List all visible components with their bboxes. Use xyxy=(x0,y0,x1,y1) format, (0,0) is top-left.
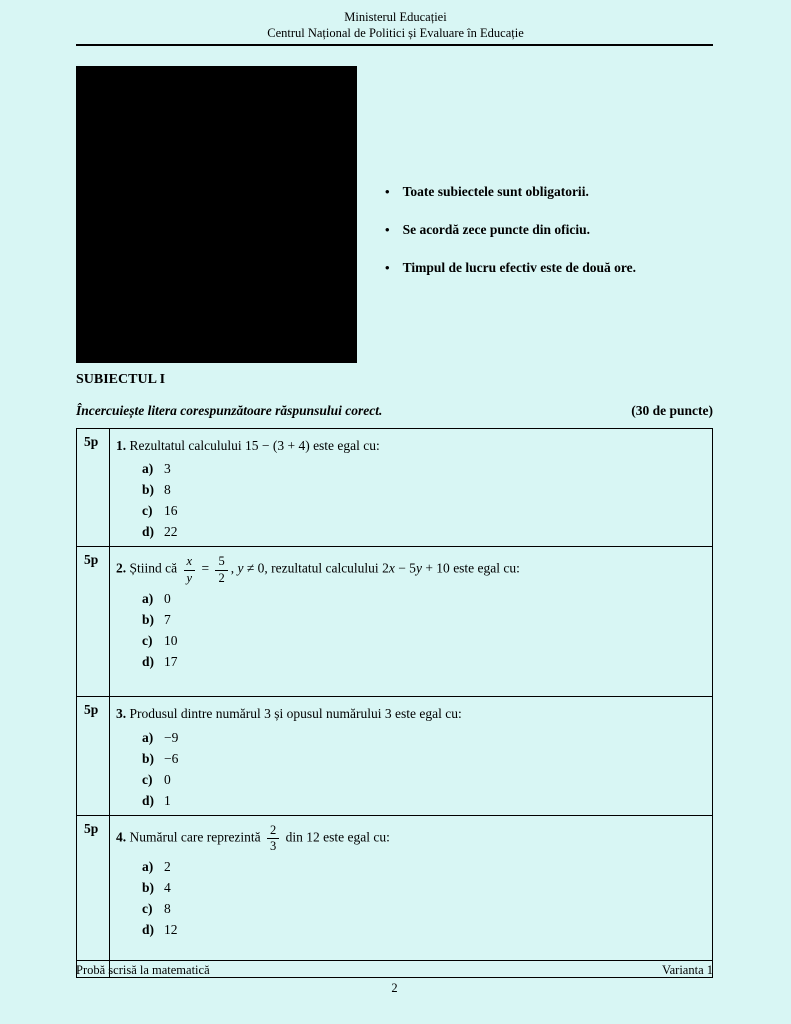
question-points: 5p xyxy=(77,547,110,697)
option xyxy=(142,524,704,540)
option-letter: b) xyxy=(142,482,155,498)
option xyxy=(142,859,704,875)
redacted-block xyxy=(76,66,357,363)
footer-divider xyxy=(76,960,713,961)
header-divider xyxy=(76,44,713,46)
option-letter: d) xyxy=(142,792,155,808)
fraction-denominator: y xyxy=(186,570,193,585)
question-cell xyxy=(110,697,713,815)
bullet-icon: • xyxy=(385,260,390,276)
question-phrase: Rezultatul calculului xyxy=(129,438,242,454)
options-list xyxy=(142,591,704,670)
fraction-denominator: 3 xyxy=(270,838,277,853)
question-phrase: , rezultatul calculului xyxy=(264,561,379,577)
bullet-icon: • xyxy=(385,222,390,238)
option-value: 22 xyxy=(164,524,178,540)
question-phrase: Știind că xyxy=(129,561,178,577)
option xyxy=(142,922,704,938)
bullet-icon: • xyxy=(385,184,390,200)
math-variable: y xyxy=(415,561,422,577)
points-total: (30 de puncte) xyxy=(631,403,713,419)
question-points: 5p xyxy=(77,815,110,977)
equals-sign: = xyxy=(201,561,210,577)
condition-rest: ≠ 0 xyxy=(243,561,265,577)
page-content xyxy=(0,44,791,977)
option xyxy=(142,633,704,649)
fraction xyxy=(184,555,196,584)
fraction-numerator: x xyxy=(184,555,196,570)
option xyxy=(142,482,704,498)
question-phrase: este egal cu: xyxy=(313,438,380,454)
math-coefficient: − 5 xyxy=(394,561,416,577)
question-number: 3. xyxy=(116,706,127,722)
option-letter: c) xyxy=(142,771,153,787)
option-value: 4 xyxy=(164,879,171,895)
option-letter: b) xyxy=(142,750,155,766)
fraction-numerator: 2 xyxy=(267,824,279,839)
questions-table xyxy=(76,428,713,977)
option-letter: d) xyxy=(142,921,155,937)
question-points: 5p xyxy=(77,429,110,547)
option xyxy=(142,793,704,809)
question-phrase: Numărul care reprezintă xyxy=(129,829,261,845)
option-value: 8 xyxy=(164,900,171,916)
document-footer xyxy=(76,960,713,996)
math-coefficient: + 10 xyxy=(421,561,450,577)
question-number: 2. xyxy=(116,561,127,577)
option-letter: c) xyxy=(142,900,153,916)
math-variable: x xyxy=(388,561,395,577)
fraction-denominator: 2 xyxy=(218,570,225,585)
option-letter: c) xyxy=(142,503,153,519)
option-value: 2 xyxy=(164,858,171,874)
option xyxy=(142,772,704,788)
notice-item xyxy=(385,260,636,276)
option-value: 16 xyxy=(164,503,178,519)
fraction xyxy=(267,824,279,853)
center-name: Centrul Național de Politici și Evaluare în Educație xyxy=(267,25,524,40)
notice-item xyxy=(385,222,636,238)
fraction xyxy=(215,555,227,584)
question-text xyxy=(116,437,704,455)
option xyxy=(142,654,704,670)
question-cell xyxy=(110,815,713,977)
fraction-numerator: 5 xyxy=(215,555,227,570)
instruction-text: Încercuiește litera corespunzătoare răspunsului corect. xyxy=(76,403,383,419)
question-row xyxy=(77,547,713,697)
notice-item xyxy=(385,184,636,200)
footer-variant: Varianta 1 xyxy=(661,963,713,977)
option-value: 17 xyxy=(164,653,178,669)
question-text xyxy=(116,705,704,723)
question-number: 4. xyxy=(116,829,127,845)
page-number: 2 xyxy=(391,981,398,995)
notice-list xyxy=(357,66,636,363)
question-text xyxy=(116,824,704,853)
options-list xyxy=(142,461,704,540)
math-expression: 15 − (3 + 4) xyxy=(244,438,310,454)
option-letter: a) xyxy=(142,858,154,874)
option xyxy=(142,901,704,917)
option xyxy=(142,612,704,628)
option-value: 3 xyxy=(164,461,171,477)
top-section xyxy=(76,66,713,363)
option-value: −6 xyxy=(164,750,179,766)
punctuation: , xyxy=(230,561,235,577)
option-value: 1 xyxy=(164,792,171,808)
option-value: 0 xyxy=(164,771,171,787)
ministry-name: Ministerul Educației xyxy=(344,10,447,24)
option-letter: a) xyxy=(142,461,154,477)
option-letter: c) xyxy=(142,632,153,648)
option-value: 8 xyxy=(164,482,171,498)
option xyxy=(142,503,704,519)
section-title: SUBIECTUL I xyxy=(76,372,166,388)
option xyxy=(142,730,704,746)
notice-text: Toate subiectele sunt obligatorii. xyxy=(402,184,589,200)
math-expression xyxy=(382,561,450,576)
notice-text: Timpul de lucru efectiv este de două ore. xyxy=(402,260,637,276)
option-value: 10 xyxy=(164,632,178,648)
math-coefficient: 2 xyxy=(382,561,389,577)
notice-text: Se acordă zece puncte din oficiu. xyxy=(402,222,591,238)
options-list xyxy=(142,859,704,938)
question-phrase: din 12 este egal cu: xyxy=(285,829,390,845)
footer-row xyxy=(76,963,713,978)
question-row xyxy=(77,697,713,815)
footer-exam-name: Probă scrisă la matematică xyxy=(76,963,210,977)
question-text xyxy=(116,555,704,584)
instruction-row xyxy=(76,403,713,419)
option xyxy=(142,591,704,607)
option-value: 0 xyxy=(164,590,171,606)
option-letter: b) xyxy=(142,611,155,627)
option-value: −9 xyxy=(164,729,179,745)
question-number: 1. xyxy=(116,438,127,454)
option xyxy=(142,880,704,896)
option-letter: b) xyxy=(142,879,155,895)
option-letter: a) xyxy=(142,590,154,606)
question-row xyxy=(77,815,713,977)
option xyxy=(142,751,704,767)
question-row xyxy=(77,429,713,547)
options-list xyxy=(142,730,704,809)
document-header xyxy=(0,0,791,41)
question-cell xyxy=(110,429,713,547)
condition-variable: y xyxy=(237,561,244,577)
question-phrase: Produsul dintre numărul 3 și opusul numărului 3 este egal cu: xyxy=(129,706,462,722)
question-points: 5p xyxy=(77,697,110,815)
option-letter: a) xyxy=(142,729,154,745)
question-phrase: este egal cu: xyxy=(453,561,520,577)
option-value: 7 xyxy=(164,611,171,627)
option xyxy=(142,461,704,477)
option-value: 12 xyxy=(164,921,178,937)
option-letter: d) xyxy=(142,653,155,669)
question-cell xyxy=(110,547,713,697)
option-letter: d) xyxy=(142,524,155,540)
